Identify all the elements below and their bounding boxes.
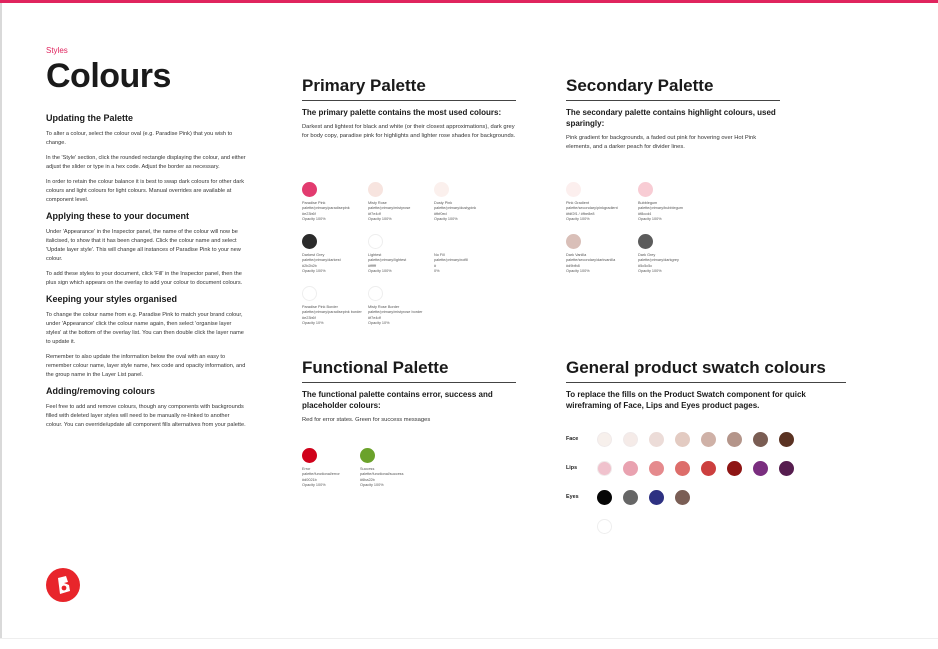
general-swatch-title: General product swatch colours [566, 358, 826, 377]
product-swatch-dot[interactable] [597, 519, 612, 534]
swatch[interactable] [302, 286, 372, 327]
swatch-hex: #f8ccd4 [638, 211, 652, 216]
swatch-opacity: Opacity 100% [566, 217, 590, 222]
swatch-hex: #d0021b [302, 477, 317, 482]
swatch-style-name: palette/primary/lightest [368, 258, 407, 263]
functional-palette-subtitle: The functional palette contains error, success and placeholder colours: [302, 390, 493, 410]
functional-palette-panel [302, 358, 516, 425]
brand-logo-icon [55, 576, 71, 594]
section-paragraph: To change the colour name from e.g. Paradise Pink to match your brand colour, under 'Appearance' click the colour name again, then select 'organise layer styles' at the bottom of the overlay list. You can then double click the layer name to update it. [46, 312, 244, 345]
secondary-palette-rule [566, 100, 780, 101]
swatch-style-name: palette/primary/nofill [434, 258, 468, 263]
product-swatch-dot[interactable] [623, 490, 638, 505]
swatch-opacity: Opacity 100% [638, 217, 662, 222]
functional-palette-title: Functional Palette [302, 358, 449, 377]
product-swatch-dot[interactable] [753, 461, 768, 476]
top-accent-bar [0, 0, 938, 3]
section-heading: Applying these to your document [46, 211, 190, 221]
product-swatch-dot[interactable] [597, 461, 612, 476]
swatch-name: Misty Rose [368, 201, 387, 205]
functional-palette-rule [302, 382, 516, 383]
swatch-color-oval[interactable] [368, 182, 383, 197]
swatch[interactable] [566, 234, 636, 275]
swatch-opacity: Opacity 100% [638, 269, 662, 274]
swatch[interactable] [360, 448, 430, 489]
swatch-hex: #fbf0ed [434, 211, 447, 216]
secondary-palette-title: Secondary Palette [566, 76, 714, 95]
swatch-name: Lightest [368, 253, 382, 257]
swatch-color-oval[interactable] [638, 182, 653, 197]
section-heading: Adding/removing colours [46, 386, 156, 396]
section-heading: Keeping your styles organised [46, 294, 178, 304]
swatch-color-oval[interactable] [302, 182, 317, 197]
section-paragraph: Remember to also update the information below the oval with an easy to remember colour name, layer style name, hex code and opacity information, and the group name in the Layer List panel. [46, 354, 246, 378]
swatch[interactable] [302, 234, 372, 275]
swatch-opacity: Opacity 100% [360, 483, 384, 488]
section-heading: Updating the Palette [46, 113, 134, 123]
swatch-hex: #fdf2f1 / #fbe8e8 [566, 211, 595, 216]
general-swatch-panel [566, 358, 846, 416]
swatch-style-name: palette/primary/paradisepink border [302, 310, 362, 315]
swatch-opacity: Opacity 10% [368, 321, 390, 326]
swatch-hex: #e23b6f [302, 315, 316, 320]
swatch-style-name: palette/secondary/pinkgradient [566, 206, 618, 211]
swatch-row-label: Face [566, 436, 579, 442]
page-edge [0, 3, 2, 639]
swatch-opacity: Opacity 100% [434, 217, 458, 222]
product-swatch-dot[interactable] [623, 461, 638, 476]
instruction-section [46, 113, 246, 205]
swatch-name: No Fill [434, 253, 445, 257]
swatch[interactable] [368, 286, 438, 327]
swatch-hex: #5c5c5c [638, 263, 653, 268]
swatch-opacity: Opacity 100% [566, 269, 590, 274]
swatch-hex: #2b2b2b [302, 263, 317, 268]
swatch-style-name: palette/primary/darkgrey [638, 258, 679, 263]
secondary-palette-subtitle: The secondary palette contains highlight colours, used sparingly: [566, 108, 776, 128]
general-swatch-subtitle: To replace the fills on the Product Swatch component for quick wireframing of Face, Lips and Eyes product pages. [566, 390, 806, 410]
product-swatch-dot[interactable] [727, 432, 742, 447]
swatch-color-oval[interactable] [368, 286, 383, 301]
swatch[interactable] [434, 182, 504, 223]
product-swatch-dot[interactable] [675, 490, 690, 505]
section-paragraph: In the 'Style' section, click the rounded rectangle displaying the colour, and either adjust the slider or type in a hex code. Adjust the border as necessary. [46, 155, 246, 170]
product-swatch-dot[interactable] [597, 490, 612, 505]
swatch-name: Dusty Pink [434, 201, 453, 205]
product-swatch-dot[interactable] [649, 461, 664, 476]
swatch-style-name: palette/primary/mistyrose border [368, 310, 423, 315]
instructions-column [46, 46, 246, 436]
swatch-name: Paradise Pink [302, 201, 326, 205]
instruction-sections [46, 113, 246, 430]
swatch[interactable] [638, 182, 708, 223]
swatch-hex: #f7e4df [368, 315, 381, 320]
product-swatch-dot[interactable] [727, 461, 742, 476]
section-paragraph: Under 'Appearance' in the Inspector panel, the name of the colour will now be italicised, to show that it has been changed. Click the colour name and select 'Update layer style'. This will change all instances of Paradise Pink to your new colour. [46, 229, 241, 262]
swatch-style-name: palette/secondary/darkvanilla [566, 258, 616, 263]
swatch[interactable] [302, 182, 372, 223]
primary-palette-rule [302, 100, 516, 101]
general-swatch-rule [566, 382, 846, 383]
section-paragraph: In order to retain the colour balance it is best to swap dark colours for other dark colours and light colours for light colours. Manual overrides are available at component level. [46, 179, 245, 203]
product-swatch-dot[interactable] [597, 432, 612, 447]
swatch-style-name: palette/primary/dustypink [434, 206, 477, 211]
swatch-opacity: Opacity 100% [302, 483, 326, 488]
swatch-opacity: Opacity 10% [302, 321, 324, 326]
instruction-section [46, 386, 246, 430]
swatch-color-oval[interactable] [302, 234, 317, 249]
product-swatch-dot[interactable] [779, 432, 794, 447]
swatch-color-oval[interactable] [566, 234, 581, 249]
swatch-color-oval[interactable] [638, 234, 653, 249]
swatch-name: Bubblegum [638, 201, 658, 205]
swatch-hex: #e23b6f [302, 211, 316, 216]
swatch-opacity: 0% [434, 269, 440, 274]
primary-palette-subtitle: The primary palette contains the most used colours: [302, 108, 502, 117]
swatch-color-oval[interactable] [360, 448, 375, 463]
swatch-style-name: palette/functional/success [360, 472, 404, 477]
swatch-row-label: Eyes [566, 494, 579, 500]
swatch-hex: #ffffff [368, 263, 377, 268]
swatch[interactable] [566, 182, 636, 223]
product-swatch-dot[interactable] [701, 432, 716, 447]
swatch-hex: #f7e4df [368, 211, 381, 216]
product-swatch-dot[interactable] [753, 432, 768, 447]
primary-palette-title: Primary Palette [302, 76, 426, 95]
swatch-name: Misty Rose Border [368, 305, 400, 309]
swatch-name: Paradise Pink Border [302, 305, 338, 309]
swatch-color-oval[interactable] [434, 234, 449, 249]
product-swatch-dot[interactable] [623, 432, 638, 447]
instruction-section [46, 294, 246, 380]
secondary-palette-panel [566, 76, 780, 152]
swatch-style-name: palette/primary/paradisepink [302, 206, 350, 211]
swatch-style-name: palette/primary/bubblegum [638, 206, 683, 211]
product-swatch-dot[interactable] [779, 461, 794, 476]
product-swatch-dot[interactable] [701, 461, 716, 476]
swatch-style-name: palette/primary/mistyrose [368, 206, 411, 211]
product-swatch-dot[interactable] [675, 461, 690, 476]
secondary-palette-description: Pink gradient for backgrounds, a faded out pink for hovering over Hot Pink elements, and a darker peach for divider lines. [566, 135, 757, 150]
swatch-color-oval[interactable] [368, 234, 383, 249]
swatch-opacity: Opacity 100% [302, 217, 326, 222]
product-swatch-dot[interactable] [649, 432, 664, 447]
product-swatch-dot[interactable] [649, 490, 664, 505]
swatch[interactable] [368, 182, 438, 223]
swatch-hex: #6ba22b [360, 477, 375, 482]
swatch-color-oval[interactable] [302, 448, 317, 463]
primary-palette-description: Darkest and lightest for black and white (or their closest approximations), dark grey for body copy, paradise pink for highlights and lighter rose shades for backgrounds. [302, 124, 516, 139]
swatch-color-oval[interactable] [434, 182, 449, 197]
instruction-section [46, 211, 246, 288]
page-bottom-edge [0, 638, 938, 649]
swatch-name: Darkest Grey [302, 253, 325, 257]
functional-palette-description: Red for error states. Green for success messages [302, 417, 431, 423]
swatch-opacity: Opacity 100% [368, 217, 392, 222]
section-paragraph: To add these styles to your document, click 'Fill' in the Inspector panel, then the plus sign which appears on the overlay to add your colour to document colours. [46, 271, 243, 286]
swatch-opacity: Opacity 100% [302, 269, 326, 274]
swatch-color-oval[interactable] [566, 182, 581, 197]
swatch-hex: #d9bfb8 [566, 263, 580, 268]
page-title: Colours [46, 57, 171, 95]
section-paragraph: To alter a colour, select the colour oval (e.g. Paradise Pink) that you wish to change. [46, 131, 233, 146]
swatch[interactable] [638, 234, 708, 275]
product-swatch-dot[interactable] [675, 432, 690, 447]
swatch-name: Dark Vanilla [566, 253, 587, 257]
swatch-color-oval[interactable] [302, 286, 317, 301]
primary-palette-panel [302, 76, 516, 141]
swatch-opacity: Opacity 100% [368, 269, 392, 274]
swatch-hex: # [434, 263, 437, 268]
swatch[interactable] [368, 234, 438, 275]
swatch-style-name: palette/primary/darkest [302, 258, 341, 263]
swatch-style-name: palette/functional/error [302, 472, 340, 477]
swatch-row-label: Lips [566, 465, 578, 471]
swatch-name: Dark Grey [638, 253, 656, 257]
swatch[interactable] [434, 234, 504, 275]
swatch-name: Pink Gradient [566, 201, 590, 205]
swatch-name: Success [360, 467, 375, 471]
eyebrow-label: Styles [46, 46, 68, 55]
section-paragraph: Feel free to add and remove colours, though any components with backgrounds filled with deleted layer styles will need to be manually re-linked to another colour. You can override/update all component fills alternatives from your palette. [46, 404, 246, 428]
swatch-name: Error [302, 467, 311, 471]
